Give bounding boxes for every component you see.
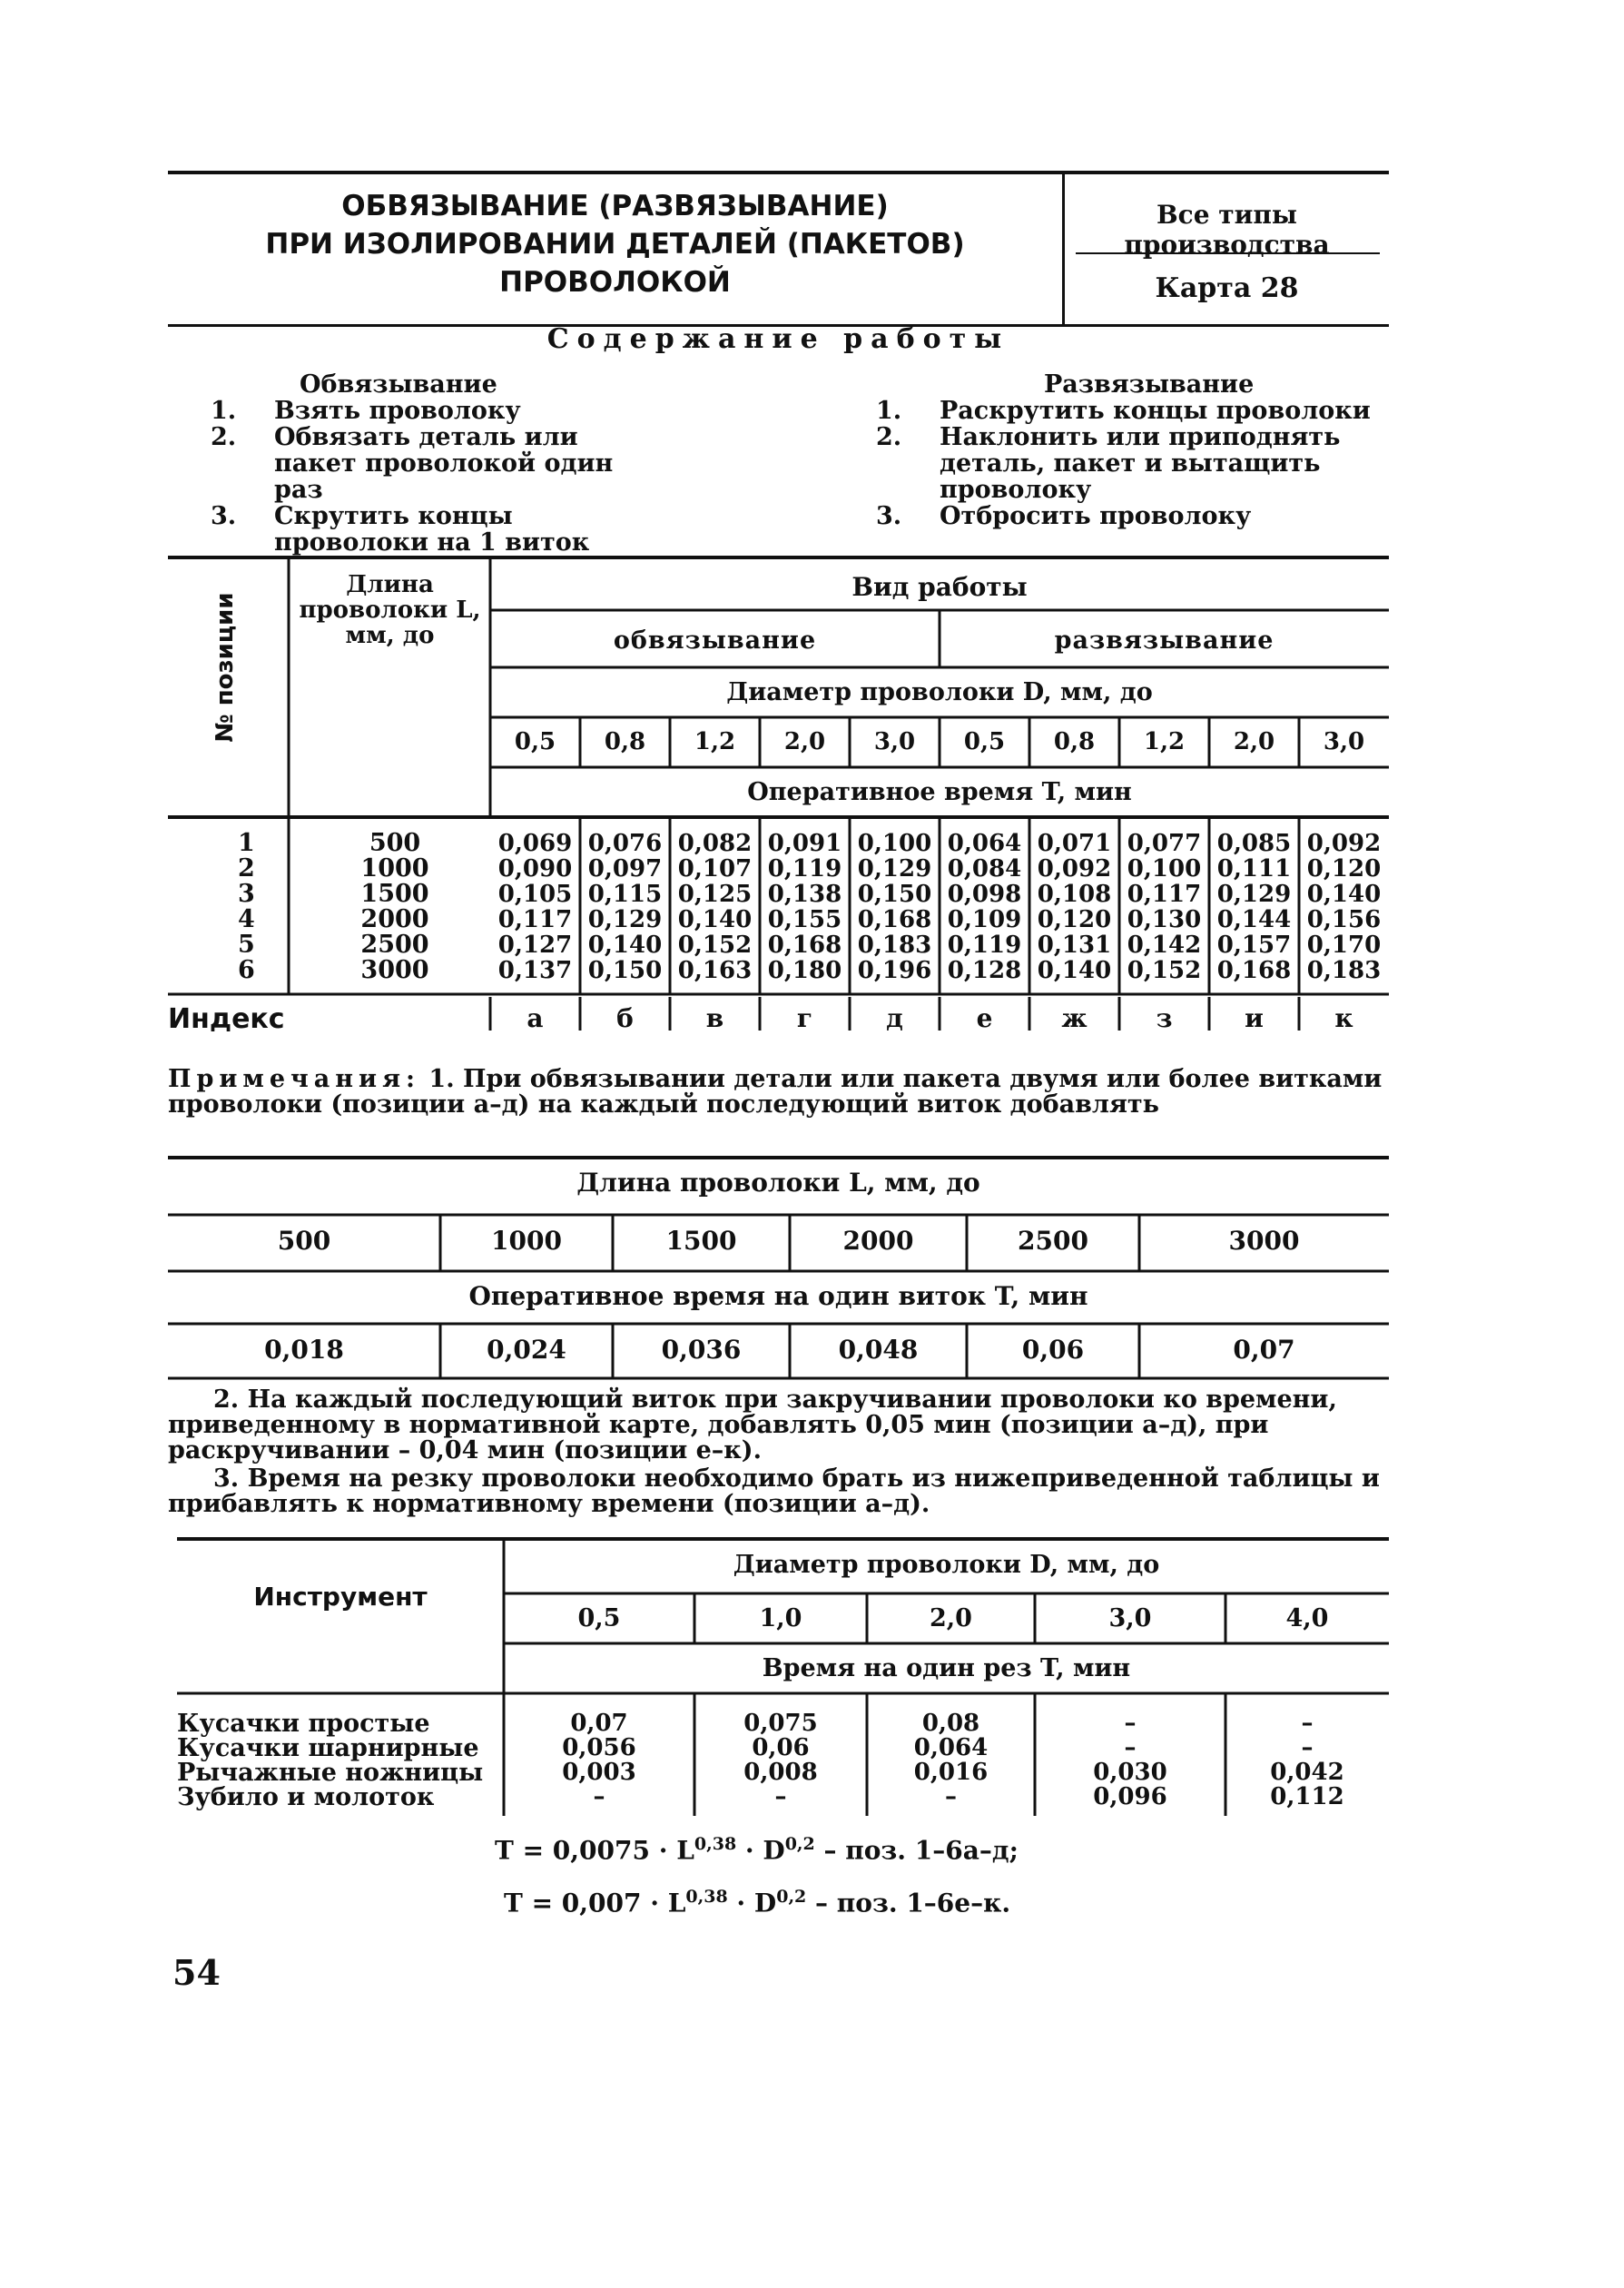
tool-values-column [867, 1711, 1035, 1810]
formula-1-exp-d: 0,2 [784, 1834, 815, 1854]
list-number: 3. [876, 502, 902, 530]
value-cell: 0,064 [947, 830, 1022, 857]
value-cell: 0,140 [587, 932, 663, 959]
tool-value-cell: 0,008 [743, 1759, 818, 1786]
diameter-value: 0,5 [514, 728, 556, 755]
tool-values-column [1225, 1711, 1389, 1810]
tying-title: Обвязывание [300, 370, 497, 399]
value-cell: 0,090 [497, 855, 573, 883]
value-cell: 0,163 [677, 957, 753, 984]
value-cell: 0,155 [767, 906, 842, 933]
time-per-turn-cell: 0,018 [264, 1335, 344, 1365]
value-cell: 0,117 [497, 906, 573, 933]
diameter-value: 2,0 [783, 728, 826, 755]
value-cell: 0,131 [1037, 932, 1112, 959]
notes-heading: Примечания: [168, 1065, 420, 1093]
index-letter: б [616, 1003, 634, 1033]
values-column [760, 831, 850, 983]
formula-1-prefix: T = 0,0075 · L [495, 1835, 694, 1866]
index-letter: к [1334, 1003, 1353, 1033]
tool-value-cell: – [593, 1783, 605, 1810]
value-cell: 0,129 [857, 855, 932, 883]
tying-header: обвязывание [613, 626, 817, 655]
tool-value-cell: 0,030 [1093, 1759, 1167, 1786]
value-cell: 0,142 [1127, 932, 1202, 959]
diameter-value: 1,2 [1143, 728, 1186, 755]
value-cell: 0,097 [587, 855, 663, 883]
tool-value-cell: 0,08 [921, 1710, 980, 1737]
untying-header: развязывание [1054, 626, 1275, 655]
value-cell: 0,092 [1306, 830, 1382, 857]
value-cell: 0,100 [857, 830, 932, 857]
diameter-value: 3,0 [873, 728, 916, 755]
value-cell: 0,140 [677, 906, 753, 933]
value-cell: 0,150 [857, 881, 932, 908]
note-2: 2. На каждый последующий виток при закручивании проволоки ко времени, приведенному в нормативной карте, добавлять 0,05 мин (позиции а–д), при раскручивании – 0,04 мин (позиции е–к). [168, 1386, 1337, 1465]
length-cell: 1500 [665, 1226, 737, 1256]
value-cell: 0,100 [1127, 855, 1202, 883]
value-cell: 0,091 [767, 830, 842, 857]
list-text: Раскрутить концы проволоки [940, 397, 1371, 425]
card-title-line-2: ПРИ ИЗОЛИРОВАНИИ ДЕТАЛЕЙ (ПАКЕТОВ) [265, 228, 965, 261]
value-cell: 0,168 [767, 932, 842, 959]
value-cell: 0,137 [497, 957, 573, 984]
index-letter: ж [1061, 1003, 1088, 1033]
values-column [940, 831, 1029, 983]
tool-diameter-value: 2,0 [930, 1604, 972, 1632]
list-number: 2. [211, 423, 237, 451]
positions-column [238, 831, 255, 983]
index-letter: д [886, 1003, 903, 1033]
note-1-text: 1. При обвязывании детали или пакета двумя или более витками проволоки (позиции а–д) на каждый последующий виток добавлять [168, 1065, 1383, 1119]
position-header-text: № позиции [212, 592, 239, 743]
tool-name: Зубило и молоток [177, 1783, 435, 1811]
value-cell: 0,196 [857, 957, 932, 984]
value-cell: 0,076 [587, 830, 663, 857]
tool-values-column [694, 1711, 867, 1810]
values-column [490, 831, 580, 983]
card-number: Карта 28 [1155, 272, 1299, 304]
untying-title: Развязывание [1044, 370, 1255, 399]
value-cell: 0,183 [1306, 957, 1382, 984]
tool-time-header: Время на один рез T, мин [762, 1654, 1131, 1682]
length-table-time-title: Оперативное время на один виток T, мин [468, 1281, 1088, 1311]
length-value: 2000 [360, 905, 429, 933]
tool-value-cell: 0,064 [913, 1734, 989, 1761]
formula-2-mid: · D [727, 1888, 777, 1918]
tool-name: Рычажные ножницы [177, 1759, 484, 1787]
formula-1 [495, 1834, 1019, 1865]
op-time-header: Оперативное время T, мин [747, 778, 1132, 806]
length-cell: 3000 [1228, 1226, 1300, 1256]
value-cell: 0,168 [857, 906, 932, 933]
tool-value-cell: 0,042 [1270, 1759, 1344, 1786]
value-cell: 0,170 [1306, 932, 1382, 959]
length-value: 1500 [360, 880, 429, 908]
value-cell: 0,107 [677, 855, 753, 883]
index-letter: а [527, 1003, 544, 1033]
tool-diameter-value: 1,0 [759, 1604, 802, 1632]
tool-name: Кусачки простые [177, 1710, 430, 1738]
time-per-turn-cell: 0,06 [1021, 1335, 1085, 1365]
position-number: 3 [238, 880, 255, 908]
position-number: 1 [238, 829, 255, 857]
index-letter: и [1245, 1003, 1264, 1033]
work-type-header: Вид работы [851, 572, 1028, 602]
value-cell: 0,108 [1037, 881, 1112, 908]
diameter-value: 0,8 [1053, 728, 1096, 755]
value-cell: 0,092 [1037, 855, 1112, 883]
tool-value-cell: 0,096 [1093, 1783, 1167, 1810]
tool-value-cell: 0,07 [570, 1710, 628, 1737]
diameter-header: Диаметр проволоки D, мм, до [726, 678, 1153, 706]
value-cell: 0,119 [767, 855, 842, 883]
value-cell: 0,152 [677, 932, 753, 959]
time-per-turn-cell: 0,036 [661, 1335, 742, 1365]
values-column [1119, 831, 1209, 983]
value-cell: 0,084 [947, 855, 1022, 883]
tool-name: Кусачки шарнирные [177, 1734, 479, 1762]
formula-1-suffix: – поз. 1–6а–д; [814, 1835, 1019, 1866]
value-cell: 0,115 [587, 881, 663, 908]
value-cell: 0,120 [1306, 855, 1382, 883]
time-per-turn-cell: 0,048 [838, 1335, 919, 1365]
list-text: Обвязать деталь или пакет проволокой один раз [274, 423, 614, 504]
value-cell: 0,128 [947, 957, 1022, 984]
value-cell: 0,138 [767, 881, 842, 908]
value-cell: 0,125 [677, 881, 753, 908]
time-per-turn-cell: 0,024 [487, 1335, 566, 1365]
length-table-title: Длина проволоки L, мм, до [576, 1168, 980, 1198]
tool-value-cell: – [1301, 1710, 1314, 1737]
card-title-line-1: ОБВЯЗЫВАНИЕ (РАЗВЯЗЫВАНИЕ) [341, 190, 889, 222]
list-text: Скрутить концы проволоки на 1 виток [274, 502, 590, 557]
tool-value-cell: 0,112 [1270, 1783, 1344, 1810]
index-label: Индекс [168, 1003, 285, 1035]
position-header [207, 590, 243, 754]
length-cell: 2000 [842, 1226, 914, 1256]
tool-value-cell: – [774, 1783, 787, 1810]
tool-value-cell: – [1124, 1710, 1137, 1737]
values-column [1209, 831, 1299, 983]
value-cell: 0,156 [1306, 906, 1382, 933]
tool-names-column [177, 1711, 483, 1810]
card-title-line-3: ПРОВОЛОКОЙ [499, 266, 731, 299]
list-number: 1. [211, 397, 237, 425]
value-cell: 0,071 [1037, 830, 1112, 857]
length-value: 500 [369, 829, 421, 857]
tool-value-cell: 0,06 [752, 1734, 810, 1761]
position-number: 5 [238, 931, 255, 959]
value-cell: 0,150 [587, 957, 663, 984]
tool-diameter-value: 4,0 [1285, 1604, 1329, 1632]
tool-value-cell: – [1124, 1734, 1137, 1761]
values-column [850, 831, 940, 983]
page-number: 54 [172, 1952, 221, 1993]
index-letter: в [705, 1003, 724, 1033]
value-cell: 0,157 [1216, 932, 1292, 959]
index-letter: е [976, 1003, 993, 1033]
tool-diameter-value: 0,5 [577, 1604, 621, 1632]
formula-2-exp-d: 0,2 [776, 1887, 807, 1907]
value-cell: 0,082 [677, 830, 753, 857]
value-cell: 0,183 [857, 932, 932, 959]
note-3: 3. Время на резку проволоки необходимо брать из нижеприведенной таблицы и прибавлять к нормативному времени (позиции а–д). [168, 1465, 1380, 1518]
value-cell: 0,077 [1127, 830, 1202, 857]
tool-diameter-header: Диаметр проволоки D, мм, до [733, 1551, 1160, 1579]
value-cell: 0,111 [1216, 855, 1292, 883]
formula-1-mid: · D [736, 1835, 785, 1866]
tool-header: Инструмент [253, 1582, 428, 1612]
diameter-value: 0,8 [604, 728, 646, 755]
list-text: Отбросить проволоку [940, 502, 1252, 530]
diameter-value: 2,0 [1233, 728, 1275, 755]
list-text: Наклонить или приподнять деталь, пакет и вытащить проволоку [940, 423, 1341, 504]
formula-2-suffix: – поз. 1–6е–к. [806, 1888, 1011, 1918]
list-text: Взять проволоку [274, 397, 521, 425]
diameter-value: 1,2 [694, 728, 736, 755]
values-column [580, 831, 670, 983]
list-number: 2. [876, 423, 902, 451]
length-value: 3000 [360, 956, 429, 984]
value-cell: 0,140 [1037, 957, 1112, 984]
list-number: 1. [876, 397, 902, 425]
diameter-value: 3,0 [1323, 728, 1365, 755]
value-cell: 0,085 [1216, 830, 1292, 857]
diameter-value: 0,5 [963, 728, 1006, 755]
value-cell: 0,105 [497, 881, 573, 908]
lengths-column [349, 831, 440, 983]
tool-value-cell: 0,003 [562, 1759, 636, 1786]
time-per-turn-cell: 0,07 [1233, 1335, 1295, 1365]
tool-value-cell: – [945, 1783, 957, 1810]
note-1 [168, 1067, 1389, 1118]
length-header: Длина проволоки L, мм, до [299, 571, 481, 649]
position-number: 2 [238, 854, 255, 883]
value-cell: 0,130 [1127, 906, 1202, 933]
position-number: 4 [238, 905, 255, 933]
value-cell: 0,109 [947, 906, 1022, 933]
tool-values-column [1035, 1711, 1225, 1810]
value-cell: 0,069 [497, 830, 573, 857]
value-cell: 0,098 [947, 881, 1022, 908]
value-cell: 0,168 [1216, 957, 1292, 984]
formula-2-prefix: T = 0,007 · L [504, 1888, 686, 1918]
tool-value-cell: 0,075 [743, 1710, 818, 1737]
values-column [1299, 831, 1389, 983]
formula-2-exp-l: 0,38 [685, 1887, 728, 1907]
length-value: 1000 [360, 854, 429, 883]
value-cell: 0,120 [1037, 906, 1112, 933]
index-letter: г [796, 1003, 813, 1033]
tool-value-cell: 0,016 [913, 1759, 989, 1786]
tool-value-cell: – [1301, 1734, 1314, 1761]
value-cell: 0,180 [767, 957, 842, 984]
value-cell: 0,144 [1216, 906, 1292, 933]
length-cell: 2500 [1018, 1226, 1088, 1256]
length-cell: 500 [277, 1226, 331, 1256]
length-cell: 1000 [491, 1226, 562, 1256]
values-column [1029, 831, 1119, 983]
work-content-title: Содержание работы [546, 323, 1010, 355]
position-number: 6 [238, 956, 255, 984]
value-cell: 0,129 [1216, 881, 1292, 908]
value-cell: 0,127 [497, 932, 573, 959]
production-type: Все типы производства [1124, 200, 1330, 260]
tool-diameter-value: 3,0 [1108, 1604, 1152, 1632]
length-value: 2500 [360, 931, 429, 959]
tool-values-column [504, 1711, 694, 1810]
formula-1-exp-l: 0,38 [694, 1834, 737, 1854]
value-cell: 0,117 [1127, 881, 1202, 908]
value-cell: 0,129 [587, 906, 663, 933]
value-cell: 0,140 [1306, 881, 1382, 908]
tool-value-cell: 0,056 [562, 1734, 636, 1761]
value-cell: 0,119 [947, 932, 1022, 959]
list-number: 3. [211, 502, 237, 530]
values-column [670, 831, 760, 983]
value-cell: 0,152 [1127, 957, 1202, 984]
formula-2 [504, 1887, 1010, 1918]
index-letter: з [1156, 1003, 1173, 1033]
